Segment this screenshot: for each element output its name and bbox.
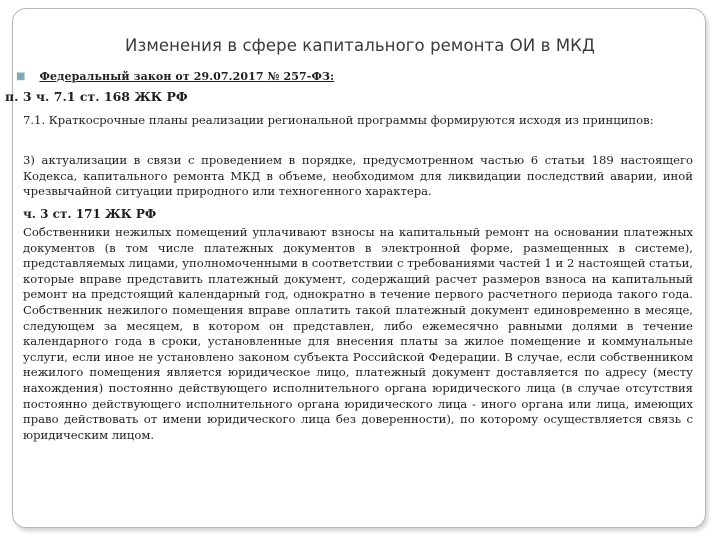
law-reference-row xyxy=(16,70,334,83)
section1-paragraph2: 3) актуализации в связи с проведением в порядке, предусмотренном частью 6 статьи 189 настоящего Кодекса, капитального ремонта МКД в объеме, необходимом для ликвидации последствий аварии, иной чрезвычайной ситуации природного или техногенного характера. xyxy=(23,153,693,199)
section1-heading: п. 3 ч. 7.1 ст. 168 ЖК РФ xyxy=(5,89,188,104)
section2-paragraph: Собственники нежилых помещений уплачивают взносы на капитальный ремонт на основании платежных документов (в том числе платежных документов в электронной форме, размещенных в системе), представляемых лицами, уполномоченными в соответствии с требованиями частей 1 и 2 настоящей статьи, которые вправе представить платежный документ, содержащий расчет размеров взноса на капитальный ремонт на предстоящий календарный год, однократно в течение первого расчетного периода такого года. Собственник нежилого помещения вправе оплатить такой платежный документ единовременно в месяце, следующем за месяцем, в котором он представлен, либо ежемесячно равными долями в течение календарного года в сроки, установленные для внесения платы за жилое помещение и коммунальные услуги, если иное не установлено законом субъекта Российской Федерации. В случае, если собственником нежилого помещения является юридическое лицо, платежный документ доставляется по адресу (месту нахождения) постоянно действующего исполнительного органа юридического лица (в случае отсутствия постоянно действующего исполнительного органа юридического лица - иного органа или лица, имеющих право действовать от имени юридического лица без доверенности), по которому осуществляется связь с юридическим лицом. xyxy=(23,225,693,442)
section2-heading: ч. 3 ст. 171 ЖК РФ xyxy=(23,207,157,221)
bullet-icon: ■ xyxy=(16,70,26,82)
section1-paragraph1: 7.1. Краткосрочные планы реализации региональной программы формируются исходя из принципов: xyxy=(23,113,654,127)
slide-title: Изменения в сфере капитального ремонта ОИ в МКД xyxy=(125,36,595,55)
law-reference: Федеральный закон от 29.07.2017 № 257-ФЗ: xyxy=(39,70,335,83)
